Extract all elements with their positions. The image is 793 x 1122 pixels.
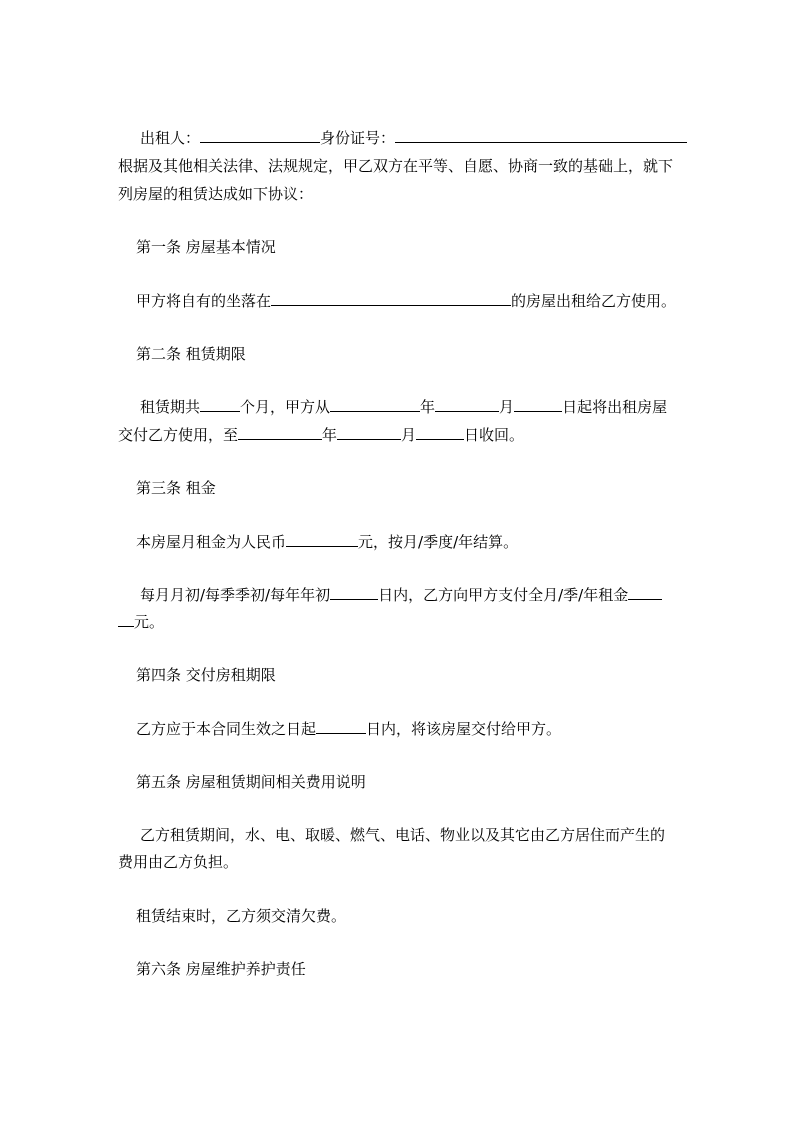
article-5-text-1: 乙方租赁期间，水、电、取暖、燃气、电话、物业以及其它由乙方居住而产生的 — [140, 826, 666, 844]
start-month-label: 月 — [499, 398, 515, 416]
delivery-text: 日内，将该房屋交付给甲方。 — [366, 720, 562, 738]
article-1-text-b: 的房屋出租给乙方使用。 — [511, 292, 677, 310]
end-year-blank — [238, 437, 322, 440]
payment-amount-blank-1 — [628, 597, 662, 600]
intro-line-1 — [118, 156, 673, 176]
article-2-line-2 — [118, 425, 524, 445]
article-5-text-3: 租赁结束时，乙方须交清欠费。 — [136, 907, 347, 925]
start-day-blank — [514, 409, 562, 412]
start-day-label: 日起将出租房屋 — [562, 398, 668, 416]
end-year-label: 年 — [322, 426, 338, 444]
article-5-title: 第五条 房屋租赁期间相关费用说明 — [136, 773, 366, 791]
end-month-label: 月 — [401, 426, 417, 444]
start-year-blank — [330, 409, 420, 412]
article-2-heading — [136, 344, 246, 364]
lessor-label: 出租人： — [140, 129, 201, 147]
delivery-days-blank — [316, 731, 366, 734]
article-4-text — [136, 719, 561, 739]
article-4-heading — [136, 665, 276, 685]
article-1-title: 第一条 房屋基本情况 — [136, 238, 276, 256]
location-blank — [271, 303, 511, 306]
article-3-heading — [136, 478, 216, 498]
article-1-heading — [136, 237, 276, 257]
article-5-paragraph-2 — [136, 906, 346, 926]
rent-settlement-text: 元，按月/季度/年结算。 — [358, 533, 519, 551]
article-5-paragraph-1-line-1 — [140, 825, 665, 845]
article-2-line-1 — [140, 397, 667, 417]
article-3-paragraph-2-line-1 — [140, 585, 662, 605]
article-1-text-a: 甲方将自有的坐落在 — [136, 292, 272, 310]
rent-amount-blank — [286, 544, 358, 547]
article-1-text — [136, 291, 676, 311]
delivery-label: 乙方应于本合同生效之日起 — [136, 720, 317, 738]
rent-label: 本房屋月租金为人民币 — [136, 533, 287, 551]
article-3-paragraph-1 — [136, 532, 518, 552]
article-5-paragraph-1-line-2 — [118, 852, 238, 872]
intro-text-1: 根据及其他相关法律、法规规定，甲乙双方在平等、自愿、协商一致的基础上，就下 — [118, 157, 674, 175]
start-year-label: 年 — [420, 398, 436, 416]
intro-line-2 — [118, 184, 313, 204]
article-3-title: 第三条 租金 — [136, 479, 216, 497]
id-blank — [395, 140, 687, 143]
article-6-heading — [136, 959, 306, 979]
lessor-blank — [200, 140, 320, 143]
payment-amount-blank-2 — [118, 624, 134, 627]
id-label: 身份证号： — [320, 129, 396, 147]
end-day-label: 日收回。 — [464, 426, 525, 444]
article-6-title: 第六条 房屋维护养护责任 — [136, 960, 306, 978]
months-blank — [200, 409, 240, 412]
start-label: 个月，甲方从 — [240, 398, 331, 416]
end-label: 交付乙方使用，至 — [118, 426, 239, 444]
end-month-blank — [337, 437, 401, 440]
article-3-paragraph-2-line-2 — [118, 612, 164, 632]
start-month-blank — [435, 409, 499, 412]
end-day-blank — [416, 437, 464, 440]
lessor-line — [140, 128, 687, 148]
payment-currency: 元。 — [134, 613, 165, 631]
article-2-title: 第二条 租赁期限 — [136, 345, 246, 363]
term-label: 租赁期共 — [140, 398, 201, 416]
article-5-heading — [136, 772, 366, 792]
article-4-title: 第四条 交付房租期限 — [136, 666, 276, 684]
payment-period-label: 每月月初/每季季初/每年年初 — [140, 586, 331, 604]
intro-text-2: 列房屋的租赁达成如下协议： — [118, 185, 314, 203]
payment-days-blank — [330, 597, 378, 600]
article-5-text-2: 费用由乙方负担。 — [118, 853, 239, 871]
payment-text: 日内，乙方向甲方支付全月/季/年租金 — [378, 586, 629, 604]
